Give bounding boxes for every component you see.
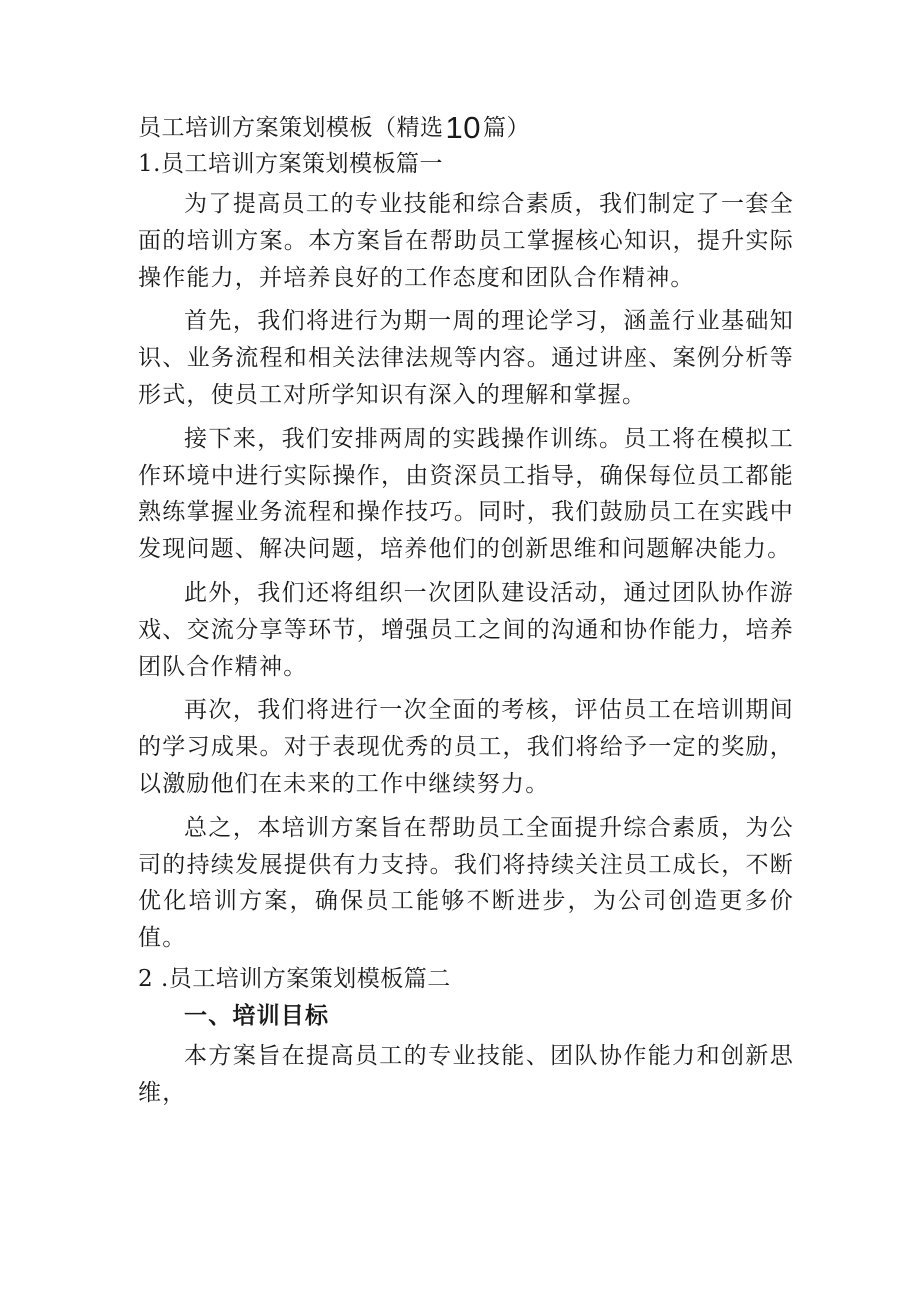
section-1-paragraph-4: 此外，我们还将组织一次团队建设活动，通过团队协作游戏、交流分享等环节，增强员工之间的沟通和协作能力，培养团队合作精神。	[138, 579, 794, 680]
section-1-paragraph-6: 总之，本培训方案旨在帮助员工全面提升综合素质，为公司的持续发展提供有力支持。我们将持续关注员工成长，不断优化培训方案，确保员工能够不断进步，为公司创造更多价值。	[138, 814, 794, 952]
section-1-paragraph-1: 为了提高员工的专业技能和综合素质，我们制定了一套全面的培训方案。本方案旨在帮助员工掌握核心知识，提升实际操作能力，并培养良好的工作态度和团队合作精神。	[138, 191, 794, 291]
section-2-heading: 2 .员工培训方案策划模板篇二	[138, 965, 451, 992]
section-1-paragraph-5: 再次，我们将进行一次全面的考核，评估员工在培训期间的学习成果。对于表现优秀的员工，我们将给予一定的奖励，以激励他们在未来的工作中继续努力。	[138, 697, 794, 797]
document-body	[138, 110, 794, 1119]
section-1-paragraph-3: 接下来，我们安排两周的实践操作训练。员工将在模拟工作环境中进行实际操作，由资深员工指导，确保每位员工都能熟练掌握业务流程和操作技巧。同时，我们鼓励员工在实践中发现问题、解决问题，培养他们的创新思维和问题解决能力。	[138, 425, 794, 563]
section-2-paragraph-1: 本方案旨在提高员工的专业技能、团队协作能力和创新思维，	[138, 1042, 794, 1106]
title-suffix: 篇）	[482, 115, 530, 141]
section-1-heading: 1.员工培训方案策划模板篇一	[138, 151, 443, 177]
document-title	[138, 110, 794, 145]
title-number: 10	[445, 110, 481, 145]
section-2-subheading: 一、培训目标	[184, 1001, 330, 1029]
section-1-paragraph-2: 首先，我们将进行为期一周的理论学习，涵盖行业基础知识、业务流程和相关法律法规等内容。通过讲座、案例分析等形式，使员工对所学知识有深入的理解和掌握。	[138, 308, 794, 408]
title-prefix: 员工培训方案策划模板（精选	[138, 115, 444, 141]
